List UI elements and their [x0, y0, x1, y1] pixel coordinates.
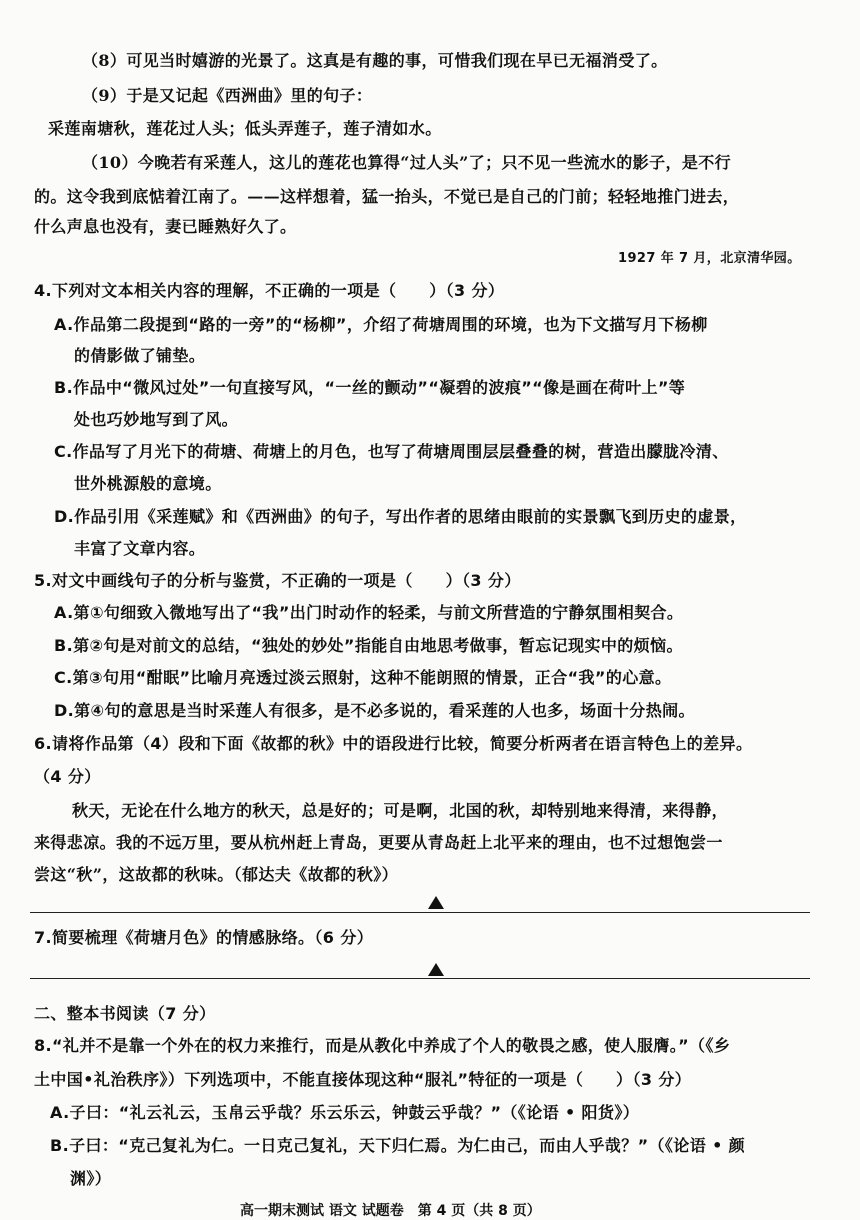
answer-marker-triangle-icon	[428, 963, 444, 976]
question-8-line-1: 8.“礼并不是靠一个外在的权力来推行，而是从教化中养成了个人的敬畏之感，使人服膺。”（《乡	[34, 1036, 731, 1055]
question-4-option-c-line-2: 世外桃源般的意境。	[74, 474, 222, 493]
question-4-option-b-line-2: 处也巧妙地写到了风。	[74, 410, 239, 429]
question-4-option-d-line-2: 丰富了文章内容。	[74, 539, 206, 558]
question-4-option-a-line-2: 的倩影做了铺垫。	[74, 346, 206, 365]
question-5-option-b: B.第②句是对前文的总结，“独处的妙处”指能自由地思考做事，暂忘记现实中的烦恼。	[54, 636, 683, 655]
question-4-option-a-line-1: A.作品第二段提到“路的一旁”的“杨柳”，介绍了荷塘周围的环境，也为下文描写月下杨柳	[54, 315, 708, 334]
paragraph-9: （9）于是又记起《西洲曲》里的句子：	[82, 86, 373, 105]
answer-line	[30, 912, 810, 913]
article-date: 1927 年 7 月，北京清华园。	[618, 251, 801, 266]
question-5: 5.对文中画线句子的分析与鉴赏，不正确的一项是（ ）（3 分）	[34, 571, 521, 590]
question-4: 4.下列对文本相关内容的理解，不正确的一项是（ ）（3 分）	[34, 281, 505, 300]
question-5-option-c: C.第③句用“酣眠”比喻月亮透过淡云照射，这种不能朗照的情景，正合“我”的心意。	[54, 668, 672, 687]
answer-marker-triangle-icon	[428, 896, 444, 909]
quoted-passage-line-3: 尝这“秋”，这故都的秋味。（郁达夫《故都的秋》）	[34, 865, 399, 884]
paragraph-10-line-1: （10）今晚若有采莲人，这儿的莲花也算得“过人头”了；只不见一些流水的影子，是不行	[82, 153, 732, 172]
question-5-option-d: D.第④句的意思是当时采莲人有很多，是不必多说的，看采莲的人也多，场面十分热闹。	[54, 701, 695, 720]
quoted-passage-line-1: 秋天，无论在什么地方的秋天，总是好的；可是啊，北国的秋，却特别地来得清，来得静，	[72, 801, 729, 820]
page-footer: 高一期末测试 语文 试题卷 第 4 页（共 8 页）	[240, 1203, 541, 1219]
poem-line: 采莲南塘秋，莲花过人头；低头弄莲子，莲子清如水。	[48, 119, 442, 138]
quoted-passage-line-2: 来得悲凉。我的不远万里，要从杭州赶上青岛，更要从青岛赶上北平来的理由，也不过想饱尝一	[34, 833, 723, 852]
question-6-line-1: 6.请将作品第（4）段和下面《故都的秋》中的语段进行比较，简要分析两者在语言特色上的差异。	[34, 734, 753, 753]
question-5-option-a: A.第①句细致入微地写出了“我”出门时动作的轻柔，与前文所营造的宁静氛围相契合。	[54, 603, 684, 622]
answer-line	[30, 978, 810, 979]
question-8-line-2: 土中国•礼治秩序》）下列选项中，不能直接体现这种“服礼”特征的一项是（ ）（3 分）	[34, 1070, 692, 1089]
question-4-option-d-line-1: D.作品引用《采莲赋》和《西洲曲》的句子，写出作者的思绪由眼前的实景飘飞到历史的虚景，	[54, 507, 747, 526]
question-8-option-b-line-1: B.子曰：“克己复礼为仁。一日克己复礼，天下归仁焉。为仁由己，而由人乎哉？”（《论语 • 颜	[50, 1136, 746, 1155]
question-7: 7.简要梳理《荷塘月色》的情感脉络。（6 分）	[34, 928, 374, 947]
section-2-heading: 二、整本书阅读（7 分）	[34, 1004, 216, 1023]
paragraph-10-line-3: 什么声息也没有，妻已睡熟好久了。	[34, 217, 297, 236]
question-4-option-c-line-1: C.作品写了月光下的荷塘、荷塘上的月色，也写了荷塘周围层层叠叠的树，营造出朦胧冷清、	[54, 442, 729, 461]
question-8-option-a: A.子曰：“礼云礼云，玉帛云乎哉？乐云乐云，钟鼓云乎哉？”（《论语 • 阳货》）	[50, 1103, 640, 1122]
paragraph-10-line-2: 的。这令我到底惦着江南了。——这样想着，猛一抬头，不觉已是自己的门前；轻轻地推门进去，	[34, 187, 740, 206]
question-8-option-b-line-2: 渊》）	[70, 1169, 112, 1188]
question-6-line-2: （4 分）	[34, 767, 101, 786]
question-4-option-b-line-1: B.作品中“微风过处”一句直接写风，“一丝的颤动”“凝碧的波痕”“像是画在荷叶上”等	[54, 378, 686, 397]
paragraph-8: （8）可见当时嬉游的光景了。这真是有趣的事，可惜我们现在早已无福消受了。	[82, 51, 668, 70]
